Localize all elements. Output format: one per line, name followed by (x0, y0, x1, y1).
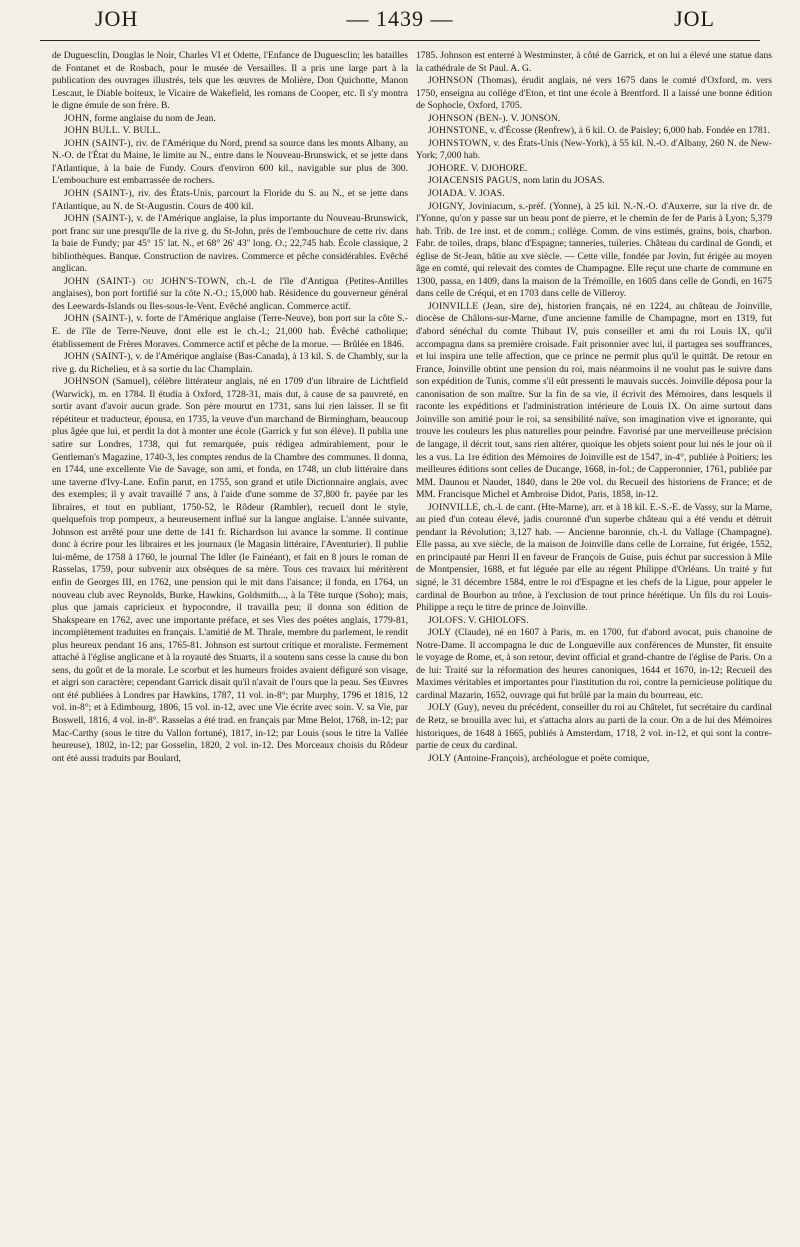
entry-headword: JOINVILLE, (428, 501, 481, 513)
entry-headword: JOHN, (64, 112, 92, 124)
entry-text: riv. de l'Amérique du Nord, prend sa source dans les monts Albany, au N.-O. de l'État du Maine, le limite au N., entre dans le Nouveau-Brunswick, et se jette dans l'Atlantique, à la baie de Fundy. Cours d'environ 600 kil., navigable sur plus de 300. L'embouchure est embarrassée de rochers. (52, 137, 408, 187)
dictionary-entry (416, 188, 772, 201)
dictionary-entry (52, 113, 408, 126)
entry-headword: JOHN (SAINT-) ou JOHN'S-TOWN, (64, 275, 230, 287)
entry-headword: JOLOFS. (428, 614, 466, 626)
entry-headword: JOHN (SAINT-), (64, 313, 134, 325)
dictionary-entry (416, 627, 772, 702)
entry-headword: JOIGNY, (428, 200, 466, 212)
entry-text: (Thomas), érudit anglais, né vers 1675 dans le comté d'Oxford, m. vers 1750, enseigna au collège d'Eton, et tint une école à Brentford. Il a laissé une bonne édition de Sophocle, Oxford, 1705. (416, 75, 772, 112)
dictionary-entry (416, 201, 772, 301)
entry-text: (Samuel), célèbre littérateur anglais, né en 1709 d'un libraire de Lichtfield (Warwick), m. en 1784. Il étudia à Oxford, 1728-31, mais dut, à cause de sa pauvreté, en sortir avant d'avoir aucun grade. Son père mourut en 1731, sans lui rien laisser. Il se fit répétiteur et traducteur, épousa, en 1735, la veuve d'un marchand de Birmingham, beaucoup plus âgée que lui, et perdit la dot à monter une école (Garrick y fut son élève). Il publia une satire sur Londres, 1738, qui fut remarquée, puis rédigea admirablement, pour le Gentleman's Magazine, 1740-3, les comptes rendus de la Chambre des communes. Il donna, en 1744, une excellente Vie de Savage, son ami, et fonda, en 1748, un club littéraire dans une taverne d'Ivy-Lane. Enfin parut, en 1755, son grand et utile Dictionnaire anglais, avec des exemples; il y avait travaillé 7 ans, à l'aide d'une somme de 37,800 fr. payée par les libraires, et tout en publiant, 1750-52, le Rôdeur (Rambler), recueil dont le style, quelquefois trop pompeux, a heureusement influé sur la langue anglaise. L'année suivante, Johnson est arrêté pour une dette de 141 fr. Richardson lui avance la somme. Il continue donc à écrire pour les libraires et les journaux (le Magasin littéraire, l'Aventurier). Il publie lui-même, de 1758 à 1760, le journal The Idler (le Fainéant), et fait en 8 jours le roman de Rasselas, 1759, pour subvenir aux obsèques de sa mère. Tous ces travaux lui méritèrent enfin de Georges III, en 1762, une pension qui le mit dans l'aisance; il fonda, en 1764, un nouveau club avec Reynolds, Burke, Hawkins, Goldsmith..., à la Tête turque (Soho); mais, plus que jamais capricieux et hypocondre, il travailla peu; il donna son édition de Shakspeare en 1762, avec une importante préface, et ses Vies des poëtes anglais, 1779-81, incomplètement traduites en français. L'amitié de M. Thrale, membre du parlement, le rendit plus heureux pendant 16 ans, 1765-81. Johnson est surtout critique et moraliste. Fermement attaché à l'église anglicane et à la royauté des Stuarts, il a soutenu sans cesse la cause du bon sens, du goût et de la morale. Le scorbut et les humeurs froides avaient défiguré son visage, et aigri son caractère; cependant Garrick disait qu'il n'avait de l'ours que la peau. Ses Œuvres ont été publiées à Londres par Hawkins, 1787, 11 vol. in-8°; par Murphy, 1796 et 1816, 12 vol. in-8°; et à Edimbourg, 1806, 15 vol. in-12, avec une Vie écrite avec soin. V. sa Vie, par Boswell, 1816, 4 vol. in-8°. Rasselas a été trad. en français par Mme Belot, 1768, in-12; par Mac-Carthy (sous le titre du Vallon fortuné), 1817, in-12; par Louis (sous le titre la Vallée heureuse), 1802, in-12; par Gosselin, 1820, 2 vol. in-12. Des Morceaux choisis du Rôdeur ont été aussi traduits par Boulard, (52, 376, 408, 764)
entry-text: 1785. Johnson est enterré à Westminster, à côté de Garrick, et on lui a élevé une statue dans la cathédrale de St Paul. A. G. (416, 50, 772, 74)
entry-text: (Antoine-François), archéologue et poëte comique, (451, 752, 650, 764)
header-page-number: — 1439 — (346, 6, 454, 31)
entry-text: (Guy), neveu du précédent, conseiller du roi au Châtelet, fut secrétaire du cardinal de Retz, se brouilla avec lui, et s'attacha alors au parti de la cour. On a de lui des Mémoires historiques, de 1648 à 1665, publiés à Amsterdam, 1718, 2 vol. in-12, et qui sont la contre-partie de ceux du cardinal. (416, 702, 772, 752)
dictionary-entry (416, 175, 772, 188)
entry-text: V. DJOHORE. (468, 162, 528, 174)
entry-headword: JOHN (SAINT-), (64, 351, 134, 363)
entry-headword: JOLY (428, 752, 452, 764)
dictionary-entry (416, 502, 772, 615)
entry-text: riv. des États-Unis, parcourt la Floride du S. au N., et se jette dans l'Atlantique, au N. de St-Augustin. Cours de 400 kil. (52, 188, 408, 212)
dictionary-entry (416, 138, 772, 163)
dictionary-entry (416, 50, 772, 75)
dictionary-entry (52, 313, 408, 351)
entry-headword: JOLY (428, 702, 452, 714)
dictionary-entry (52, 376, 408, 765)
entry-text: nom latin du JOSAS. (520, 175, 605, 187)
entry-text: V. JOAS. (466, 188, 505, 200)
dictionary-entry (416, 113, 772, 126)
dictionary-entry (416, 753, 772, 766)
entry-text: forme anglaise du nom de Jean. (91, 112, 216, 124)
entry-text: V. BULL. (120, 125, 161, 137)
entry-text: Joviniacum, s.-préf. (Yonne), à 25 kil. N.-N.-O. d'Auxerre, sur la rive dr. de l'Yonne, qu'on y passe sur un beau pont de pierre, et le chemin de fer de Paris à Lyon; 5,379 hab. Trib. de 1re inst. et de comm.; collège. Comm. de vins estimés, grains, bois, charbon. Fabr. de toiles, draps, blanc d'Espagne; tanneries, tuileries. Château du cardinal de Gondi, et église de St-Jean, bâtie au xve siècle. — Cette ville, fondée par Jovin, fut érigée au moyen âge en comté, qui relevait des comtes de Champagne. Elle reçut une charte de commune en 1300, passa, en 1409, dans la maison de la Trémoïlle, en 1605 dans celle de Gondi, en 1675 dans celle de Créqui, et en 1703 dans celle de Villeroy. (416, 200, 772, 300)
dictionary-entry (416, 125, 772, 138)
dictionary-entry (416, 702, 772, 752)
left-column (52, 50, 408, 765)
entry-text: (Claude), né en 1607 à Paris, m. en 1700, fut d'abord avocat, puis chanoine de Notre-Dame. Il accompagna le duc de Longueville aux conférences de Munster, fit ensuite le voyage de Rome, et, à son retour, devint official et grand-chantre de l'église de Paris. On a de lui: Traité sur la réformation des heures canoniques, 1644 et 1670, in-12; Recueil des Maximes véritables et importantes pour l'institution du roi, contre la pernicieuse politique du cardinal Mazarin, 1652, ouvrage qui fut brûlé par la main du bourreau, etc. (416, 627, 772, 701)
page-header (40, 6, 760, 41)
entry-headword: JOHN (SAINT-), (64, 188, 135, 200)
entry-headword: JOIADA. (428, 188, 467, 200)
entry-headword: JOHNSON (64, 376, 110, 388)
entry-text: v. de l'Amérique anglaise (Bas-Canada), à 13 kil. S. de Chambly, sur la rive g. du Richelieu, et à sa sortie du lac Champlain. (52, 351, 408, 375)
entry-text: V. GHIOLOFS. (465, 614, 529, 626)
entry-headword: JOINVILLE (428, 300, 479, 312)
entry-headword: JOHN BULL. (64, 125, 121, 137)
dictionary-entry (52, 188, 408, 213)
entry-text: de Duguesclin, Douglas le Noir, Charles VI et Odette, l'Enfance de Duguesclin; les batailles de Fontanet et de Rosbach, pour le musée de Versailles. Il a pris une large part à la publication des ouvrages illustrés, tels que les œuvres de Molière, Don Quichotte, Manon Lescaut, le Diable boiteux, le Vicaire de Wakefield, les romans de Cooper, etc. Il s'y montra le digne émule de son frère. B. (52, 50, 408, 112)
entry-headword: JOHN (SAINT-), (64, 213, 134, 225)
right-column (416, 50, 772, 765)
entry-headword: JOLY (428, 627, 452, 639)
entry-text: ch.-l. de l'île d'Antigua (Petites-Antilles anglaises), bon port fortifié sur la côte N.-O.; 15,000 hab. Résidence du gouverneur général des Leewards-Islands ou Iles-sous-le-Vent. Evêché anglican. Commerce actif. (52, 275, 408, 312)
dictionary-entry (52, 50, 408, 113)
dictionary-entry (416, 75, 772, 113)
dictionary-entry (416, 163, 772, 176)
header-left-guide-word: JOH (95, 6, 139, 31)
entry-headword: JOHNSTONE, (428, 125, 488, 137)
entry-text: v. d'Écosse (Renfrew), à 6 kil. O. de Paisley; 6,000 hab. Fondée en 1781. (487, 125, 770, 137)
entry-text: (Jean, sire de), historien français, né en 1224, au château de Joinville, diocèse de Châlons-sur-Marne, d'une ancienne famille de Champagne, mort en 1319, fut d'abord sénéchal du comte Thibaut IV, puis conseiller et ami du roi Louis IX, qu'il accompagna dans sa première croisade. Fait prisonnier avec lui, il partagea ses souffrances, et lui inspira une telle affection, que ce prince ne permit plus qu'il le quittât. De retour en France, Joinville obtint une pension du roi, mais néanmoins il ne voulut pas le suivre dans son expédition de Tunis, comme s'il eût pressenti le mauvais succès. Joinville déposa pour la canonisation de son maître. Sur la fin de sa vie, il écrivit des Mémoires, dans lesquels il raconte les expéditions et l'administration intérieure de Louis IX. On aime surtout dans Joinville son amitié pour le roi, sa sensibilité naïve, son imagination vive et ignorante, qui trouve les couleurs les plus naturelles pour peindre. Favorisé par une merveilleuse précision de langage, il décrit tout, sans rien altérer, quoique les objets soient pour lui nés le jour où il les a vus. La 1re édition des Mémoires de Joinville est de 1547, in-4°, publiée à Poitiers; les meilleures éditions sont celles de Ducange, 1668, in-fol.; de Capperonnier, 1761, publiée par MM. Daunou et Naudet, 1840, dans le 20e vol. du Recueil des historiens de France; et de MM. Francisque Michel et Ambroise Didot, Paris, 1858, in-12. (416, 300, 772, 501)
dictionary-entry (52, 138, 408, 188)
dictionary-entry (416, 615, 772, 628)
entry-text: v. des États-Unis (New-York), à 55 kil. N.-O. d'Albany, 260 N. de New-York; 7,000 hab. (416, 137, 772, 162)
header-right-guide-word: JOL (674, 6, 715, 31)
entry-text: v. forte de l'Amérique anglaise (Terre-Neuve), bon port sur la côte S.-E. de l'île de Terre-Neuve, dont elle est le ch.-l.; 21,000 hab. Évêché catholique; établissement de Frères Moraves. Commerce actif et pêche de la morue. — Brûlée en 1846. (52, 313, 408, 350)
entry-text: v. de l'Amérique anglaise, la plus importante du Nouveau-Brunswick, port franc sur une presqu'île de la rive g. du St-John, près de l'embouchure de cette riv. dans la baie de Fundy; par 45° 15' lat. N., et 68° 26' 43'' long. O.; 22,745 hab. École classique, 2 bibliothèques. Banque. Construction de navires. Commerce et pêche considérables. Evêché anglican. (52, 213, 408, 275)
dictionary-entry (52, 351, 408, 376)
entry-headword: JOHORE. (428, 162, 469, 174)
entry-headword: JOHN (SAINT-), (64, 137, 134, 149)
entry-headword: JOHNSON (BEN-). (428, 112, 509, 124)
entry-text: V. JONSON. (508, 112, 561, 124)
dictionary-entry (416, 301, 772, 502)
entry-headword: JOIACENSIS PAGUS, (428, 175, 521, 187)
entry-text: ch.-l. de cant. (Hte-Marne), arr. et à 18 kil. E.-S.-E. de Vassy, sur la Marne, au pied d'un coteau élevé, jadis couronné d'un superbe château qui a été vendu et détruit pendant la Révolution; 3,127 hab. — Ancienne baronnie, ch.-l. du Vallage (Champagne). Elle passa, au xve siècle, de la maison de Joinville dans celle de Lorraine, fut érigée, 1552, en principauté par Henri II en faveur de François de Guise, puis échut par succession à Mlle de Montpensier, 1688, et fut léguée par elle au régent Philippe d'Orléans. Un traité y fut signé, le 31 décembre 1584, entre le roi d'Espagne et les chefs de la Ligue, pour appeler le cardinal de Bourbon au trône, à l'exclusion de tout prince hérétique. Un fils du roi Louis-Philippe a reçu le titre de prince de Joinville. (416, 501, 772, 614)
dictionary-entry (52, 213, 408, 276)
entry-headword: JOHNSTOWN, (428, 137, 491, 149)
dictionary-entry (52, 276, 408, 314)
dictionary-entry (52, 125, 408, 138)
entry-headword: JOHNSON (428, 75, 474, 87)
